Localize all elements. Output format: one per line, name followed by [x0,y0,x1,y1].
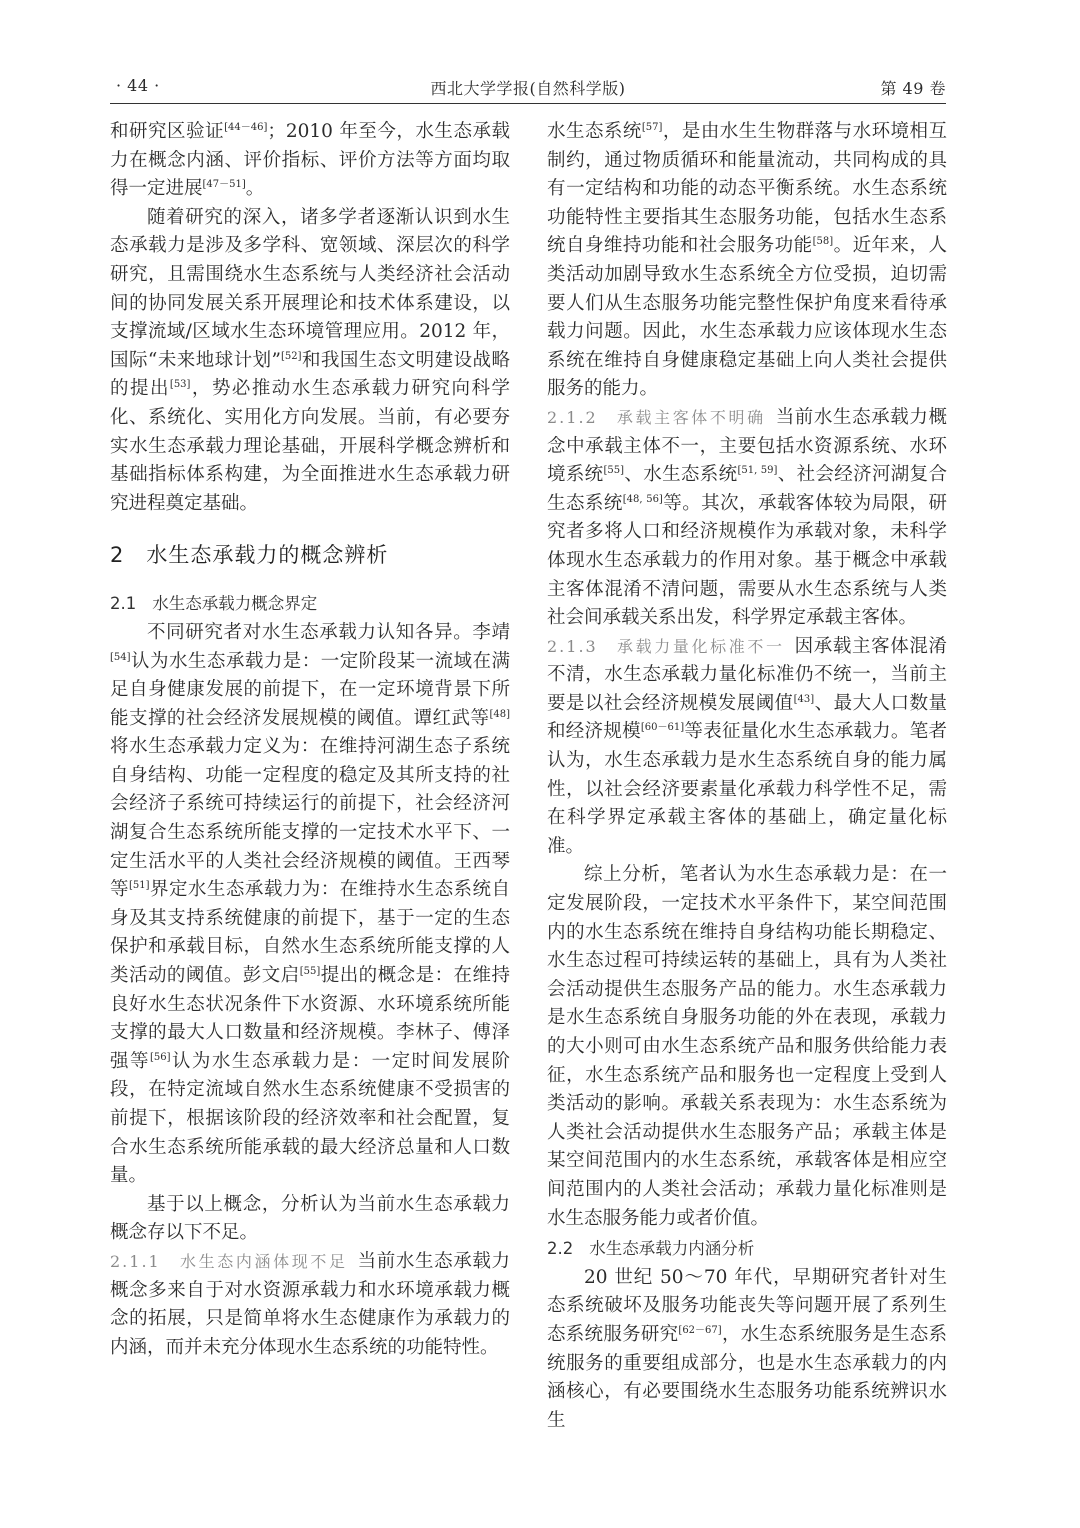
paragraph: 20 世纪 50～70 年代，早期研究者针对生态系统破坏及服务功能丧失等问题开展了系列生态系统服务研究[62－67]，水生态系统服务是生态系统服务的重要组成部分，也是水生态承载力的内涵核心，有必要围绕水生态服务功能系统辨识水生 [547,1266,947,1431]
paragraph: 不同研究者对水生态承载力认知各异。李靖[54]认为水生态承载力是：一定阶段某一流域在满足自身健康发展的前提下，在一定环境背景下所能支撑的社会经济发展规模的阈值。谭红武等[48]将水生态承载力定义为：在维持河湖生态子系统自身结构、功能一定程度的稳定及其所支持的社会经济子系统可持续运行的前提下，社会经济河湖复合生态系统所能支撑的一定技术水平下、一定生活水平的人类社会经济规模的阈值。王西琴等[51]界定水生态承载力为：在维持水生态系统自身及其支持系统健康的前提下，基于一定的生态保护和承载目标，自然水生态系统所能支撑的人类活动的阈值。彭文启[55]提出的概念是：在维持良好水生态状况条件下水资源、水环境系统所能支撑的最大人口数量和经济规模。李林子、傅泽强等[56]认为水生态承载力是：一定时间发展阶段，在特定流域自然水生态系统健康不受损害的前提下，根据该阶段的经济效率和社会配置，复合水生态系统所能承载的最大经济总量和人口数量。 [110,621,510,1187]
citation[interactable]: [44－46] [224,122,268,133]
subsection-heading: 2.1 水生态承载力概念界定 [110,594,318,614]
subsection-heading: 2.2 水生态承载力内涵分析 [547,1239,755,1259]
citation[interactable]: [55] [299,966,321,978]
page-header [110,72,946,102]
paragraph: 2.1.1 水生态内涵体现不足 当前水生态承载力概念多来自于对水资源承载力和水环境承载力概念的拓展，只是简单将水生态健康作为承载力的内涵，而并未充分体现水生态系统的功能特性。 [110,1250,510,1358]
right-column [547,118,947,1435]
subsubsection-heading: 2.1.1 水生态内涵体现不足 [110,1251,348,1271]
paragraph: 和研究区验证[44－46]；2010 年至今，水生态承载力在概念内涵、评价指标、评价方法等方面均取得一定进展[47－51]。 [110,121,510,200]
header-rule [110,103,946,104]
citation[interactable]: [56] [149,1051,171,1063]
paragraph: 基于以上概念，分析认为当前水生态承载力概念存以下不足。 [110,1193,510,1244]
left-column [110,118,510,1362]
citation[interactable]: [54] [110,651,131,663]
journal-title: 西北大学学报(自然科学版) [430,79,626,98]
paragraph: 2.1.2 承载主客体不明确 当前水生态承载力概念中承载主体不一，主要包括水资源系统、水环境系统[55]、水生态系统[51, 59]、社会经济河湖复合生态系统[48, 56]等。其次，承载客体较为局限，研究者多将人口和经济规模作为承载对象，未科学体现水生态承载力的作用对象。基于概念中承载主客体混淆不清问题，需要从水生态系统与人类社会间承载关系出发，科学界定承载主客体。 [547,406,947,629]
page-number: · 44 · [116,76,160,95]
citation[interactable]: [43] [793,693,815,705]
paragraph: 综上分析，笔者认为水生态承载力是：在一定发展阶段，一定技术水平条件下，某空间范围内的水生态系统在维持自身结构功能长期稳定、水生态过程可持续运转的基础上，具有为人类社会活动提供生态服务产品的能力。水生态承载力是水生态系统自身服务功能的外在表现，承载力的大小则可由水生态系统产品和服务供给能力表征，水生态系统产品和服务也一定程度上受到人类活动的影响。承载关系表现为：水生态系统为人类社会活动提供水生态服务产品；承载主体是某空间范围内的水生态系统，承载客体是相应空间范围内的人类社会活动；承载力量化标准则是水生态服务能力或者价值。 [547,864,947,1229]
subsubsection-heading: 2.1.2 承载主客体不明确 [547,407,766,427]
citation[interactable]: [51] [128,880,150,892]
citation[interactable]: [62－67] [678,1324,722,1336]
citation[interactable]: [51, 59] [737,465,778,477]
citation[interactable]: [58] [812,236,834,248]
citation[interactable]: [48] [489,708,510,720]
citation[interactable]: [60－61] [640,722,685,734]
citation[interactable]: [53] [169,379,191,391]
volume-label: 第 49 卷 [880,79,946,98]
section-heading: 2 水生态承载力的概念辨析 [110,543,389,568]
citation[interactable]: [55] [603,465,625,477]
paragraph: 随着研究的深入，诸多学者逐渐认识到水生态承载力是涉及多学科、宽领域、深层次的科学研究，且需围绕水生态系统与人类经济社会活动间的协同发展关系开展理论和技术体系建设，以支撑流域/区域水生态环境管理应用。2012 年，国际“未来地球计划”[52]和我国生态文明建设战略的提出[53]，势必推动水生态承载力研究向科学化、系统化、实用化方向发展。当前，有必要夯实水生态承载力理论基础，开展科学概念辨析和基础指标体系构建，为全面推进水生态承载力研究进程奠定基础。 [110,206,510,514]
paragraph: 水生态系统[57]，是由水生生物群落与水环境相互制约，通过物质循环和能量流动，共同构成的具有一定结构和功能的动态平衡系统。水生态系统功能特性主要指其生态服务功能，包括水生态系统自身维持功能和社会服务功能[58]。近年来，人类活动加剧导致水生态系统全方位受损，迫切需要人们从生态服务功能完整性保护角度来看待承载力问题。因此，水生态承载力应该体现水生态系统在维持自身健康稳定基础上向人类社会提供服务的能力。 [547,121,947,400]
citation[interactable]: [48, 56] [622,493,663,505]
subsubsection-heading: 2.1.3 承载力量化标准不一 [547,636,785,656]
citation[interactable]: [57] [641,122,663,133]
citation[interactable]: [47－51] [202,179,246,191]
citation[interactable]: [52] [280,350,302,362]
paragraph: 2.1.3 承载力量化标准不一 因承载主客体混淆不清，水生态承载力量化标准仍不统一，当前主要是以社会经济规模发展阈值[43]、最大人口数量和经济规模[60－61]等表征量化水生态承载力。笔者认为，水生态承载力是水生态系统自身的能力属性，以社会经济要素量化承载力科学性不足，需在科学界定承载主客体的基础上，确定量化标准。 [547,635,947,857]
